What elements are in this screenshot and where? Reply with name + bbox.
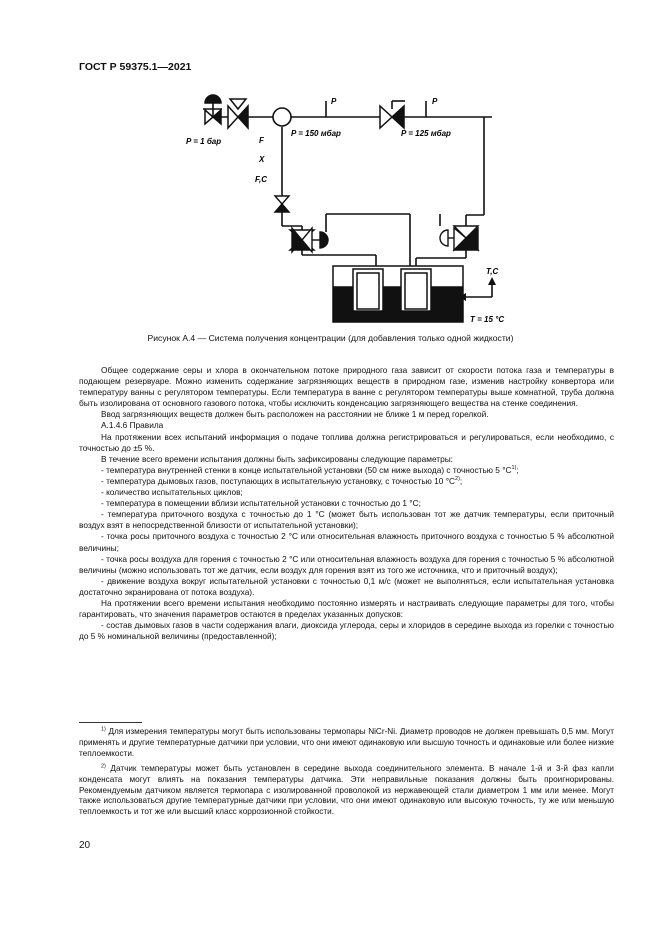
label-p125: P = 125 мбар xyxy=(401,129,451,138)
list-item: - движение воздуха вокруг испытательной установки с точностью 0,1 м/с (может не выполняться, если испытательная установка достаточно экранирована от потока воздуха). xyxy=(79,575,614,597)
page-number: 20 xyxy=(79,840,91,851)
list-item: - количество испытательных циклов; xyxy=(101,487,243,498)
valve-2 xyxy=(380,106,404,128)
concentration-system-diagram xyxy=(0,0,661,335)
footnote-ref: 2) xyxy=(455,476,460,483)
three-way-valve-right xyxy=(440,226,478,250)
paragraph: В течение всего времени испытания должны быть зафиксированы следующие параметры: xyxy=(101,453,453,464)
label-x: X xyxy=(259,155,265,164)
list-item: - температура дымовых газов, поступающих в испытательную установку, с точностью 10 $^\circ C^{2)}$; xyxy=(101,475,463,486)
label-tc: T,C xyxy=(486,267,499,276)
footnote-2: $^{2)}$ Датчик температуры может быть установлен в середине выхода соединительного элемента. В начале 1-й и 3-й фаз капли конденсата могут влиять на показания температуры датчика. Эти неправильные показания должны быть проигнорированы. Рекомендуемым датчиком является термопара с изолированной проволокой из нержавеющей стали диаметром 1 мм или менее. Могут также использоваться другие температурные датчики при условии, что они имеют одинаковую или высокую точность, ту же или меньшую теплоемкость и тот же или высший класс коррозионной стойкости. xyxy=(79,762,614,817)
label-p1: P = 1 бар xyxy=(186,137,222,146)
paragraph: На протяжении всего времени испытания необходимо постоянно измерять и настраивать следующие параметры для того, чтобы гарантировать, что значения параметров остаются в пределах указанных допусков: xyxy=(79,597,614,620)
list-item: - температура в помещении вблизи испытательной установки с точностью до 1 °C; xyxy=(101,498,421,509)
mixing-node xyxy=(273,108,291,126)
paragraph: На протяжении всех испытаний информация о подаче топлива должна регистрироваться и регулироваться, если необходимо, с точностью до ±5 %. xyxy=(79,431,614,453)
label-p-gauge-1: P xyxy=(331,97,337,106)
flow-valve xyxy=(275,196,289,212)
list-item: - температура приточного воздуха с точностью до 1 °C (может быть использован тот же датчик температуры, если приточный воздух взят в непосредственной близости от испытательной установки); xyxy=(79,509,614,531)
label-t15: T = 15 °C xyxy=(470,315,505,324)
label-p150: P = 150 мбар xyxy=(291,129,341,138)
temperature-bath xyxy=(333,266,463,322)
label-fc: F,C xyxy=(255,175,267,184)
valve-1 xyxy=(228,99,248,128)
footnote-divider xyxy=(79,722,142,723)
list-item: - точка росы приточного воздуха с точностью 2 °C или относительная влажность приточного воздуха с точностью 5 % абсолютной величины; xyxy=(79,531,614,553)
footnote-1: $^{1)}$ Для измерения температуры могут быть использованы термопары NiCr-Ni. Диаметр проводов не должен превышать 0,5 мм. Могут применять и другие температурные датчики при условии, что они имеют одинаковую или высшую точность и одинаковые или более низкие теплоемкости. xyxy=(79,726,614,758)
body-text xyxy=(79,365,614,642)
paragraph: Общее содержание серы и хлора в окончательном потоке природного газа зависит от скорости потока газа и температуры в подающем резервуаре. Можно изменить содержание загрязняющих веществ в природном газе, изменив настройку конвертора или температуру ванны с регулятором температуры. Если температура в ванне с регулятором температуры выше комнатной, труба должна быть изолирована от основного газового потока, чтобы исключить конденсацию загрязняющего вещества на стенке соединения. xyxy=(79,365,614,409)
list-item: - состав дымовых газов в части содержания влаги, диоксида углерода, серы и хлоридов в середине выхода из горелки с точностью до 5 % номинальной величины (предоставленной); xyxy=(79,620,614,642)
label-p-gauge-2: P xyxy=(432,97,438,106)
paragraph: Ввод загрязняющих веществ должен быть расположен на расстоянии не ближе 1 м перед горелкой. xyxy=(101,409,489,420)
three-way-valve-left xyxy=(290,228,328,252)
list-item: - температура внутренней стенки в конце испытательной установки (50 см ниже выхода) с точностью 5 $^\circ C^{1)}$; xyxy=(101,464,519,475)
list-item: - точка росы воздуха для горения с точностью 2 °C или относительная влажность воздуха для горения с точностью 5 % абсолютной величины (можно использовать тот же датчик, если воздух для горения взят из того же источника, что и приточный воздух); xyxy=(79,553,614,575)
footnotes xyxy=(79,727,614,822)
label-f: F xyxy=(259,136,264,145)
footnote-ref: 1) xyxy=(511,465,517,472)
document-header: ГОСТ Р 59375.1—2021 xyxy=(79,61,192,73)
figure-caption: Рисунок А.4 — Система получения концентрации (для добавления только одной жидкости) xyxy=(147,333,514,343)
section-heading: А.1.4.6 Правила xyxy=(101,420,164,431)
